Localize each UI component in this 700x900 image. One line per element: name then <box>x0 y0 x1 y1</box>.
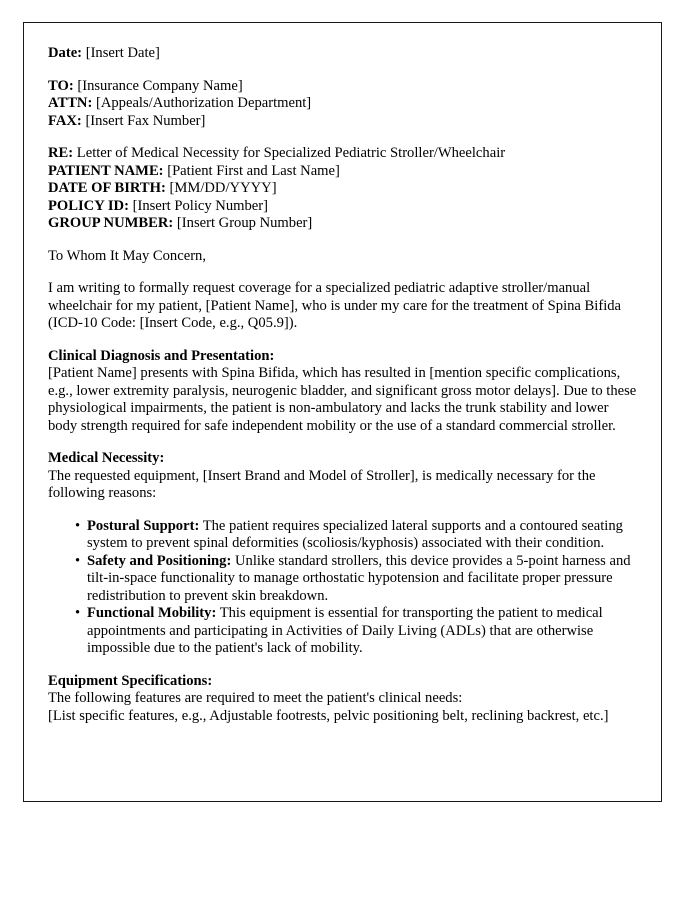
bullet-icon: • <box>75 552 81 569</box>
medical-necessity-reasons-list <box>48 518 640 658</box>
policy-id-value: [Insert Policy Number] <box>132 197 268 214</box>
group-number-value: [Insert Group Number] <box>176 215 313 231</box>
medical-necessity-body: The requested equipment, [Insert Brand and Model of Stroller], is medically necessary for the following reasons: <box>48 467 596 501</box>
patient-name-line <box>48 163 640 181</box>
salutation: To Whom It May Concern, <box>48 247 206 264</box>
date-of-birth-label: DATE OF BIRTH: <box>48 180 166 196</box>
equipment-specifications-section <box>48 673 640 726</box>
equipment-specifications-body-line-2: [List specific features, e.g., Adjustable footrests, pelvic positioning belt, reclining backrest, etc.] <box>48 707 609 724</box>
policy-id-label: POLICY ID: <box>48 197 129 214</box>
attn-line <box>48 95 640 113</box>
policy-id-line <box>48 198 640 216</box>
reason-title-functional-mobility: Functional Mobility: <box>87 605 217 621</box>
list-item <box>48 605 640 658</box>
document-page <box>23 22 662 802</box>
fax-value: [Insert Fax Number] <box>85 112 206 129</box>
to-value: [Insurance Company Name] <box>77 77 243 94</box>
recipient-block <box>48 78 640 131</box>
patient-name-value: [Patient First and Last Name] <box>167 162 340 179</box>
bullet-icon: • <box>75 605 81 621</box>
equipment-specifications-heading: Equipment Specifications: <box>48 672 213 689</box>
reason-text-functional-mobility: This equipment is essential for transporting the patient to medical appointments and participating in Activities of Daily Living (ADLs) that are otherwise impossible due to the patient's lack of mobility. <box>87 605 603 656</box>
to-label: TO: <box>48 77 74 94</box>
fax-label: FAX: <box>48 112 82 129</box>
attn-label: ATTN: <box>48 95 93 111</box>
medical-necessity-heading: Medical Necessity: <box>48 450 165 466</box>
list-item <box>48 553 640 606</box>
intro-paragraph: I am writing to formally request coverage for a specialized pediatric adaptive stroller/manual wheelchair for my patient, [Patient Name], who is under my care for the treatment of Spina Bifida (ICD-10 Code: [Insert Code, e.g., Q05.9]). <box>48 280 622 331</box>
reason-title-safety-and-positioning: Safety and Positioning: <box>87 552 232 569</box>
attn-value: [Appeals/Authorization Department] <box>95 95 312 111</box>
reference-block <box>48 145 640 233</box>
clinical-diagnosis-heading: Clinical Diagnosis and Presentation: <box>48 347 275 364</box>
reason-text-postural-support: The patient requires specialized lateral supports and a contoured seating system to prevent spinal deformities (scoliosis/kyphosis) associated with their condition. <box>87 517 623 551</box>
clinical-diagnosis-body: [Patient Name] presents with Spina Bifida, which has resulted in [mention specific complications, e.g., lower extremity paralysis, neurogenic bladder, and significant gross motor delays]. Due to these physiological impairments, the patient is non-ambulatory and lacks the trunk stability and lower body strength required for safe independent mobility or the use of a standard commercial stroller. <box>48 365 637 434</box>
clinical-diagnosis-section <box>48 348 640 436</box>
list-item <box>48 518 640 553</box>
medical-necessity-section <box>48 450 640 503</box>
fax-line <box>48 113 640 131</box>
re-line <box>48 145 640 163</box>
date-value: [Insert Date] <box>85 45 160 61</box>
group-number-line <box>48 215 640 233</box>
date-of-birth-line <box>48 180 640 198</box>
salutation-block <box>48 248 640 266</box>
date-label: Date: <box>48 45 83 61</box>
to-line <box>48 78 640 96</box>
re-value: Letter of Medical Necessity for Specialized Pediatric Stroller/Wheelchair <box>76 145 506 161</box>
reason-text-safety-and-positioning: Unlike standard strollers, this device provides a 5-point harness and tilt-in-space functionality to manage orthostatic hypotension and facilitate proper pressure redistribution to prevent skin breakdown. <box>87 552 631 604</box>
letter-body <box>48 45 640 725</box>
intro-paragraph-block <box>48 280 640 333</box>
date-block <box>48 45 640 63</box>
date-of-birth-value: [MM/DD/YYYY] <box>169 180 277 196</box>
patient-name-label: PATIENT NAME: <box>48 162 164 179</box>
date-line <box>48 45 640 63</box>
bullet-icon: • <box>75 517 81 534</box>
equipment-specifications-body-line-1: The following features are required to meet the patient's clinical needs: <box>48 690 463 706</box>
group-number-label: GROUP NUMBER: <box>48 215 174 231</box>
reason-title-postural-support: Postural Support: <box>87 517 200 534</box>
re-label: RE: <box>48 145 74 161</box>
